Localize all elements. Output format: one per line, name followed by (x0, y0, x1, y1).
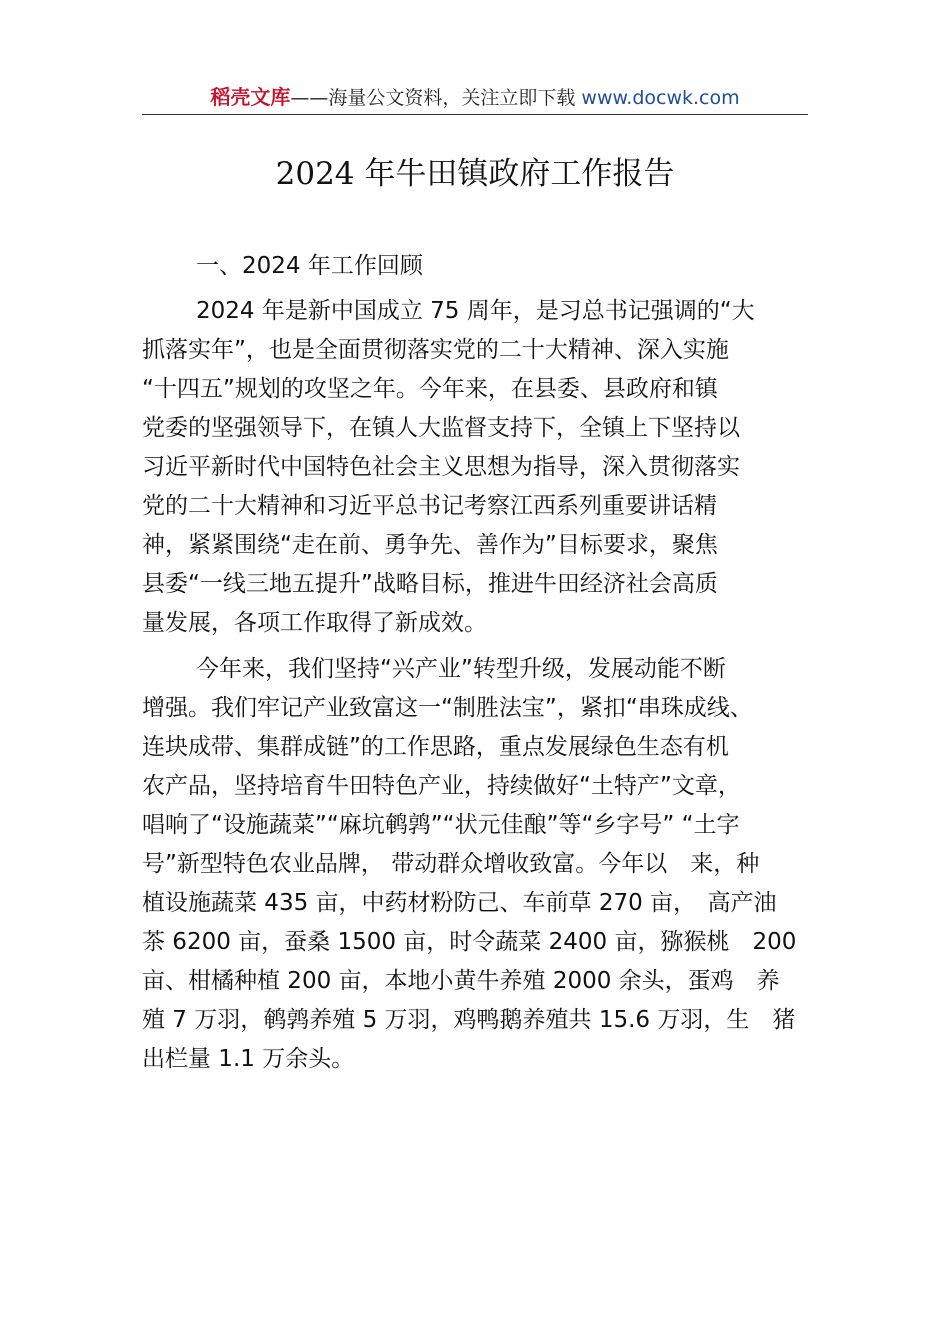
paragraph-line: 唱响了“设施蔬菜”“麻坑鹌鹑”“状元佳酿”等“乡字号” “土字 (142, 812, 740, 838)
paragraph-line: 量发展，各项工作取得了新成效。 (142, 610, 487, 636)
paragraph-line: 党的二十大精神和习近平总书记考察江西系列重要讲话精 (142, 493, 717, 519)
header-tagline: ——海量公文资料，关注立即下载 (290, 87, 582, 109)
site-url[interactable]: www.docwk.com (581, 87, 740, 109)
brand-name: 稻壳文库 (210, 85, 291, 109)
paragraph-industry (142, 650, 832, 1079)
paragraph-line: 县委“一线三地五提升”战略目标，推进牛田经济社会高质 (142, 571, 718, 597)
paragraph-line: 出栏量 1.1 万余头。 (142, 1046, 355, 1072)
paragraph-line: 殖 7 万羽，鹌鹑养殖 5 万羽，鸡鸭鹅养殖共 15.6 万羽，生 猪 (142, 1007, 796, 1033)
section-heading: 一、2024 年工作回顾 (196, 253, 423, 279)
paragraph-line: 植设施蔬菜 435 亩，中药材粉防己、车前草 270 亩， 高产油 (142, 890, 777, 916)
paragraph-line: 党委的坚强领导下，在镇人大监督支持下，全镇上下坚持以 (142, 415, 740, 441)
header-divider (142, 114, 808, 115)
paragraph-line: 连块成带、集群成链”的工作思路，重点发展绿色生态有机 (142, 734, 729, 760)
paragraph-line: 茶 6200 亩，蚕桑 1500 亩，时令蔬菜 2400 亩，猕猴桃 200 (142, 929, 797, 955)
paragraph-line: 农产品，坚持培育牛田特色产业，持续做好“土特产”文章， (142, 773, 741, 799)
paragraph-review-intro (142, 292, 832, 643)
paragraph-line: 神，紧紧围绕“走在前、勇争先、善作为”目标要求，聚焦 (142, 532, 718, 558)
page-header (142, 84, 808, 114)
paragraph-line: 号”新型特色农业品牌， 带动群众增收致富。今年以 来，种 (142, 851, 760, 877)
paragraph-line: 2024 年是新中国成立 75 周年，是习总书记强调的“大 (196, 298, 755, 324)
paragraph-line: 增强。我们牢记产业致富这一“制胜法宝”，紧扣“串珠成线、 (142, 695, 753, 721)
paragraph-line: “十四五”规划的攻坚之年。今年来，在县委、县政府和镇 (142, 376, 718, 402)
document-title: 2024 年牛田镇政府工作报告 (275, 156, 675, 192)
paragraph-line: 亩、柑橘种植 200 亩，本地小黄牛养殖 2000 余头，蛋鸡 养 (142, 968, 780, 994)
paragraph-line: 抓落实年”，也是全面贯彻落实党的二十大精神、深入实施 (142, 337, 729, 363)
paragraph-line: 习近平新时代中国特色社会主义思想为指导，深入贯彻落实 (142, 454, 740, 480)
paragraph-line: 今年来，我们坚持“兴产业”转型升级，发展动能不断 (196, 656, 726, 682)
